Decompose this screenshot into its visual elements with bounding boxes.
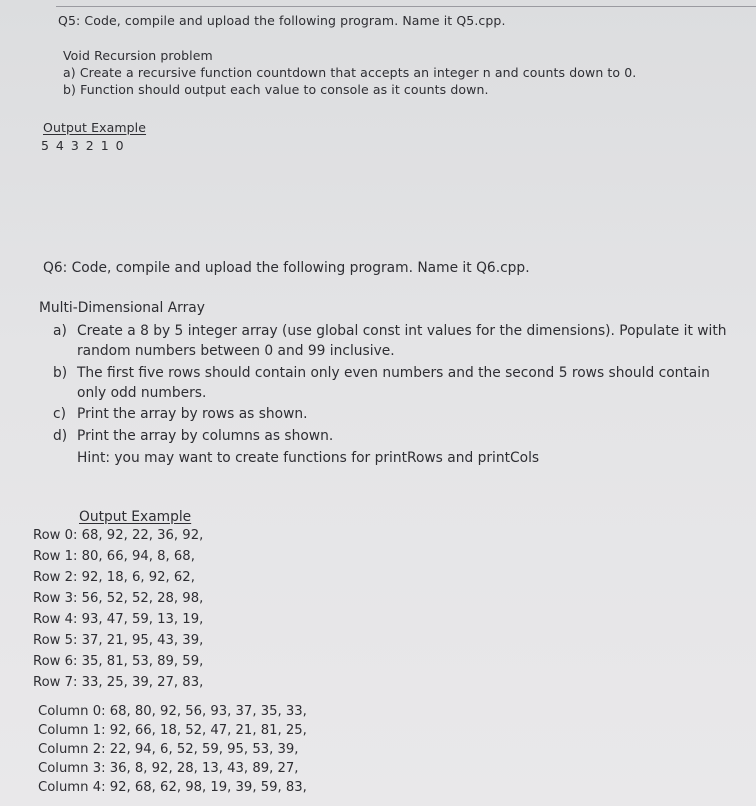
q5-heading: Q5: Code, compile and upload the following program. Name it Q5.cpp. [58, 13, 506, 28]
row-output-2: Row 2: 92, 18, 6, 92, 62, [33, 570, 195, 585]
q5-item-b-marker: b) [63, 82, 77, 97]
q6-item-b-marker: b) [53, 365, 68, 381]
q6-item-a-marker: a) [53, 323, 67, 339]
q5-item-a-marker: a) [63, 65, 76, 80]
row-output-6: Row 6: 35, 81, 53, 89, 59, [33, 654, 204, 669]
q6-item-b-line2: only odd numbers. [77, 385, 207, 401]
q6-item-a-line1: Create a 8 by 5 integer array (use global const int values for the dimensions). Populate it with [77, 323, 727, 339]
q6-heading: Q6: Code, compile and upload the following program. Name it Q6.cpp. [43, 260, 530, 276]
column-output-4: Column 4: 92, 68, 62, 98, 19, 39, 59, 83, [38, 780, 307, 795]
q6-item-c-marker: c) [53, 406, 66, 422]
q5-title: Void Recursion problem [63, 48, 213, 63]
q6-title: Multi-Dimensional Array [39, 300, 205, 316]
row-output-5: Row 5: 37, 21, 95, 43, 39, [33, 633, 204, 648]
q6-item-d-line1: Print the array by columns as shown. [77, 428, 334, 444]
q6-item-b-line1: The first five rows should contain only even numbers and the second 5 rows should contain [77, 365, 710, 381]
q5-output-label: Output Example [43, 120, 147, 135]
q6-item-d-marker: d) [53, 428, 68, 444]
q6-hint: Hint: you may want to create functions for printRows and printCols [77, 450, 540, 466]
q6-output-label: Output Example [79, 509, 192, 525]
q6-item-a-line2: random numbers between 0 and 99 inclusive. [77, 343, 395, 359]
row-output-1: Row 1: 80, 66, 94, 8, 68, [33, 549, 195, 564]
row-output-4: Row 4: 93, 47, 59, 13, 19, [33, 612, 204, 627]
q5-item-a-text-after: that accepts an integer n and counts down to 0. [326, 65, 637, 80]
row-output-3: Row 3: 56, 52, 52, 28, 98, [33, 591, 204, 606]
row-output-0: Row 0: 68, 92, 22, 36, 92, [33, 528, 204, 543]
q5-item-a-emph: countdown [256, 65, 327, 80]
row-output-7: Row 7: 33, 25, 39, 27, 83, [33, 675, 204, 690]
top-divider [56, 6, 756, 7]
column-output-0: Column 0: 68, 80, 92, 56, 93, 37, 35, 33, [38, 704, 307, 719]
q5-item-b-text: Function should output each value to console as it counts down. [80, 82, 489, 97]
q5-item-a-text-before: Create a recursive function [79, 65, 257, 80]
q5-item-b [63, 82, 489, 97]
q5-item-a [63, 65, 636, 80]
column-output-2: Column 2: 22, 94, 6, 52, 59, 95, 53, 39, [38, 742, 299, 757]
column-output-3: Column 3: 36, 8, 92, 28, 13, 43, 89, 27, [38, 761, 299, 776]
q5-output: 5 4 3 2 1 0 [41, 138, 126, 153]
q6-item-c-line1: Print the array by rows as shown. [77, 406, 308, 422]
column-output-1: Column 1: 92, 66, 18, 52, 47, 21, 81, 25, [38, 723, 307, 738]
